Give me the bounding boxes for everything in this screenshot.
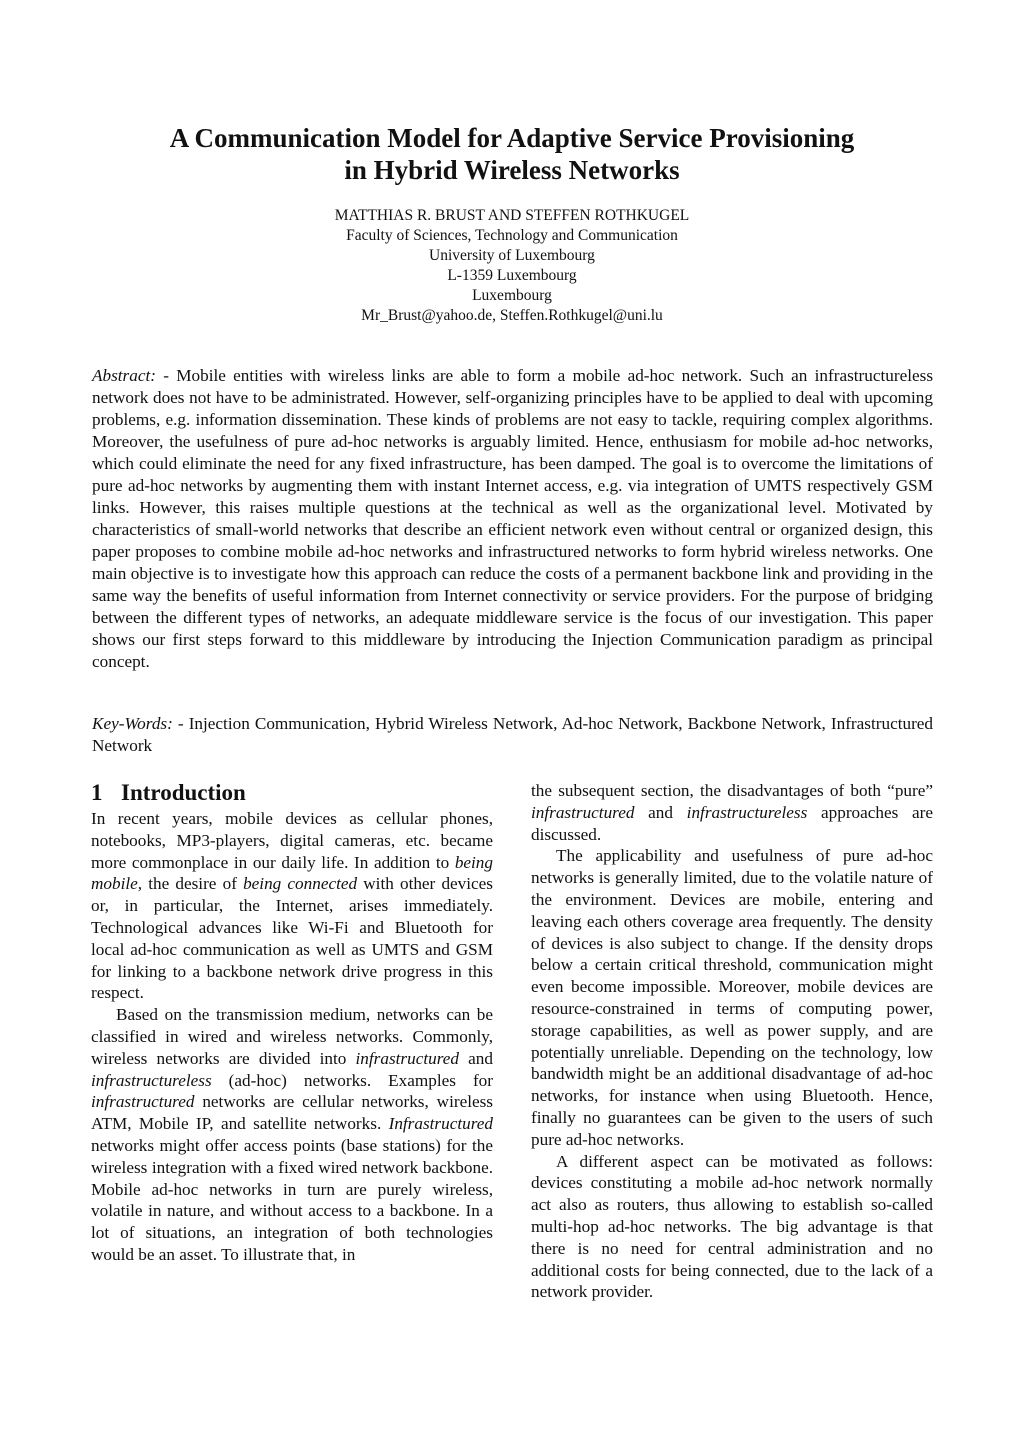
keywords-text: - Injection Communication, Hybrid Wireless Network, Ad-hoc Network, Backbone Network, Infrastructured Network [92,714,934,755]
emphasis: infrastructured [531,802,635,822]
emphasis: being mobile [91,852,493,894]
text-run: In recent years, mobile devices as cellular phones, notebooks, MP3-players, digital cameras, etc. became more commonplace in our daily life. In addition to [91,809,493,872]
intro-paragraph-2-continued [531,780,933,845]
emphasis: infrastructured [355,1048,459,1068]
author-names: MATTHIAS R. BRUST AND STEFFEN ROTHKUGEL [334,207,690,224]
author-university: University of Luxembourg [429,247,595,264]
abstract [92,365,933,673]
intro-paragraph-2 [91,1004,493,1266]
emphasis: infrastructureless [686,802,808,822]
abstract-label: Abstract: [92,366,156,385]
intro-paragraph-4: A different aspect can be motivated as follows: devices constituting a mobile ad-hoc network normally act also as routers, thus allowing to establish so-called multi-hop ad-hoc networks. The big advantage is that there is no need for central administration and no additional costs for being connected, due to the lack of a network provider. [531,1151,933,1302]
section-heading [91,780,493,806]
title-line-1: A Communication Model for Adaptive Service Provisioning [169,123,855,153]
text-run: networks are cellular networks, wireless ATM, Mobile IP, and satellite networks. [91,1092,493,1134]
author-postal: L-1359 Luxembourg [447,267,577,284]
title-line-2: in Hybrid Wireless Networks [344,155,680,185]
text-run: with other devices or, in particular, the Internet, arises immediately. Technological advances like Wi-Fi and Bluetooth for local ad-hoc communication as well as UMTS and GSM for linking to a backbone network drive progress in this respect. [91,874,493,1003]
text-run: approaches are discussed. [531,802,933,844]
text-run: the subsequent section, the disadvantages of both “pure” [531,781,933,800]
section-title: Introduction [121,780,246,805]
keywords [92,713,933,757]
author-faculty: Faculty of Sciences, Technology and Communication [346,227,678,244]
author-country: Luxembourg [472,287,552,304]
section-number: 1 [91,780,103,805]
intro-paragraph-3: The applicability and usefulness of pure ad-hoc networks is generally limited, due to the volatile nature of the environment. Devices are mobile, entering and leaving each others coverage area frequently. The density of devices is also subject to change. If the density drops below a certain critical threshold, communication might even become impossible. Moreover, mobile devices are resource-constrained in terms of computing power, storage capabilities, as well as power supply, and are potentially unreliable. Depending on the technology, low bandwidth might be an additional disadvantage of ad-hoc networks, for instance when using Bluetooth. Hence, finally no guarantees can be given to the users of such pure ad-hoc networks. [531,846,933,1149]
emphasis: being connected [243,874,358,894]
left-column [91,780,493,1266]
author-block [92,206,932,326]
emphasis: infrastructured [91,1092,195,1112]
intro-paragraph-1 [91,808,493,1004]
text-run: , the desire of [137,874,244,894]
emphasis: infrastructureless [91,1070,212,1090]
author-emails: Mr_Brust@yahoo.de, Steffen.Rothkugel@uni.lu [361,307,663,324]
emphasis: Infrastructured [388,1114,493,1134]
paper-title [92,122,932,186]
text-run: and [458,1048,493,1068]
text-run: (ad-hoc) networks. Examples for [211,1070,493,1090]
keywords-label: Key-Words: [92,714,173,733]
text-run: and [634,802,687,822]
abstract-text: - Mobile entities with wireless links are able to form a mobile ad-hoc network. Such an infrastructureless network does not have to be administrated. However, self-organizing principles have to be applied to deal with upcoming problems, e.g. information dissemination. These kinds of problems are not easy to tackle, requiring complex algorithms. Moreover, the usefulness of pure ad-hoc networks is arguably limited. Hence, enthusiasm for mobile ad-hoc networks, which could eliminate the need for any fixed infrastructure, has been damped. The goal is to overcome the limitations of pure ad-hoc networks by augmenting them with instant Internet access, e.g. via integration of UMTS respectively GSM links. However, this raises multiple questions at the technical as well as the organizational level. Motivated by characteristics of small-world networks that describe an efficient network even without central or organized design, this paper proposes to combine mobile ad-hoc networks and infrastructured networks to form hybrid wireless networks. One main objective is to investigate how this approach can reduce the costs of a permanent backbone link and providing in the same way the benefits of useful information from Internet connectivity or service providers. For the purpose of bridging between the different types of networks, an adequate middleware service is the focus of our investigation. This paper shows our first steps forward to this middleware by introducing the Injection Communication paradigm as principal concept. [92,366,934,671]
right-column [531,780,933,1303]
text-run: Based on the transmission medium, networks can be classified in wired and wireless networks. Commonly, wireless networks are divided into [91,1005,493,1068]
text-run: networks might offer access points (base stations) for the wireless integration with a fixed wired network backbone. Mobile ad-hoc networks in turn are purely wireless, volatile in nature, and without access to a backbone. In a lot of situations, an integration of both technologies would be an asset. To illustrate that, in [91,1135,493,1264]
